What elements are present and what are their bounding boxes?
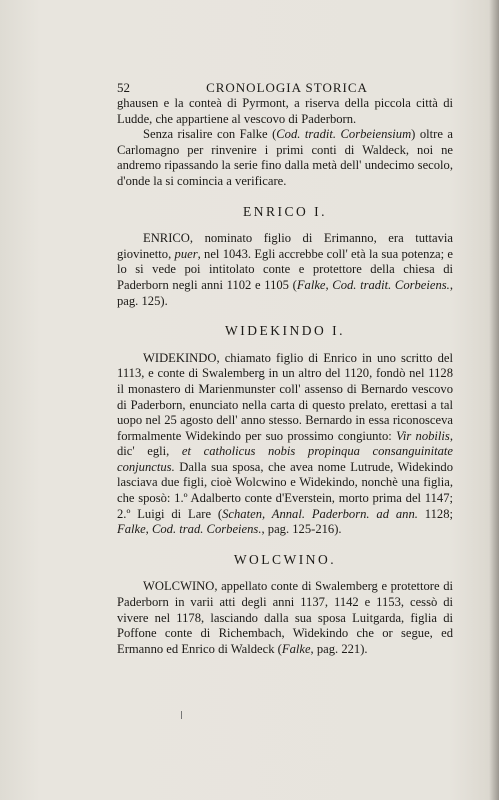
- intro-text-a: Senza risalire con Falke (: [143, 127, 277, 142]
- wolcwino-text-a: WOLCWINO, appellato conte di Swalemberg e protettore di Paderborn in varii atti degli anni 1137, 1142 e 1153, cessò di vivere nel 1178, lasciando dalla sua sposa Luitgarda, figlia di Poffone conte di Richembach, Widekindo che or segue, ed Ermanno ed Enrico di Waldeck (: [117, 579, 453, 656]
- widekindo-text-e: , pag. 125-216).: [261, 522, 342, 537]
- intro-text-b: ) oltre a Carlomagno per rinvenire i primi conti di Waldeck, noi ne andremo ripassando la serie fino dalla metà dell' undecimo secolo, d'onde la si comincia a verificare.: [117, 127, 453, 188]
- section-heading-enrico: ENRICO I.: [243, 203, 327, 219]
- enrico-text-c: , pag. 125).: [117, 277, 453, 308]
- widekindo-text-b: , dic' egli,: [117, 428, 453, 459]
- wolcwino-citation: Falke: [281, 641, 311, 656]
- section-paragraph-widekindo: [117, 351, 453, 538]
- widekindo-text-a: WIDEKINDO, chiamato figlio di Enrico in uno scritto del 1113, e conte di Swalemberg in un altro del 1120, fondò nel 1128 il monastero di Marienmunster coll' assenso di Bernardo vescovo di Paderborn, enunciato nella carta di questo prelato, erettasi a tal uopo nel 25 agosto dell' anno stesso. Bernardo in essa riconosceva formalmente Widekindo per suo prossimo congiunto:: [117, 350, 453, 443]
- section-paragraph-wolcwino: [117, 579, 453, 657]
- widekindo-citation-2: Falke, Cod. trad. Corbeiens.: [117, 522, 262, 537]
- binding-shadow: [489, 0, 499, 800]
- section-heading-widekindo: WIDEKINDO I.: [225, 323, 345, 339]
- enrico-text-b: , nel 1043. Egli accrebbe coll' età la sua potenza; e lo si vede poi intitolato conte e protettore della chiesa di Paderborn negli anni 1102 e 1105 (: [117, 246, 453, 292]
- intro-citation: Cod. tradit. Corbeiensium: [276, 127, 412, 142]
- widekindo-text-c: Dalla sua sposa, che avea nome Lutrude, Widekindo lasciava due figli, cioè Wolcwino e Widekindo, nonchè una figlia, che sposò: 1.º Adalberto conte d'Everstein, morto prima del 1147; 2.º Luigi di Lare (: [117, 459, 453, 521]
- widekindo-citation-1: Schaten, Annal. Paderborn. ad ann.: [222, 506, 418, 521]
- page-body: [117, 96, 453, 657]
- page-number: 52: [117, 80, 130, 95]
- section-paragraph-enrico: [117, 231, 453, 309]
- enrico-latin-term: puer: [174, 246, 198, 261]
- intro-paragraph: [117, 127, 453, 189]
- enrico-citation: Falke, Cod. tradit. Corbeiens.: [296, 277, 450, 292]
- intro-paragraph-continued: [117, 96, 453, 127]
- print-mark: [181, 711, 182, 719]
- intro-text: ghausen e la conteà di Pyrmont, a riserva della piccola città di Ludde, che appartiene al vescovo di Paderborn.: [117, 96, 453, 126]
- widekindo-latin-quote-1: Vir nobilis: [396, 428, 450, 443]
- section-heading-wolcwino: WOLCWINO.: [233, 551, 337, 567]
- enrico-text-a: ENRICO, nominato figlio di Erimanno, era tuttavia giovinetto,: [117, 231, 453, 261]
- running-title: CRONOLOGIA STORICA: [206, 80, 368, 95]
- widekindo-text-d: 1128;: [417, 506, 453, 521]
- widekindo-latin-quote-2: et catholicus nobis propinqua consanguinitate conjunctus.: [117, 444, 453, 474]
- wolcwino-text-b: , pag. 221).: [310, 641, 368, 656]
